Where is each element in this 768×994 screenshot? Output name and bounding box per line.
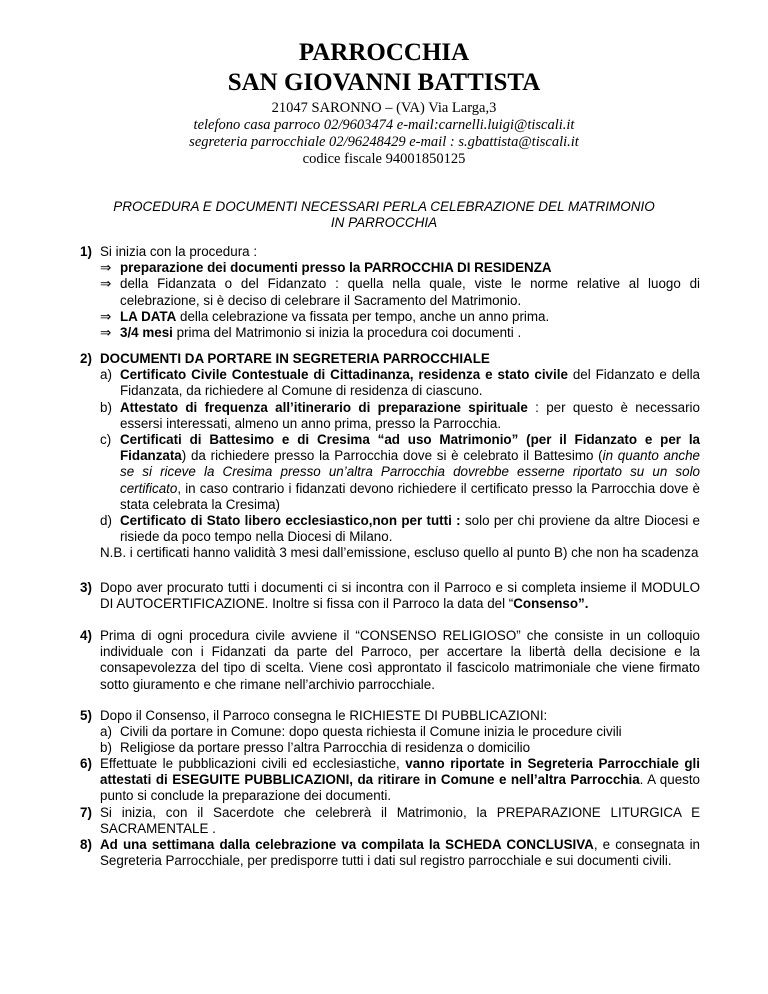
section-number: 6) [80, 756, 92, 771]
section-text-bold: Ad una settimana dalla celebrazione va compilata la SCHEDA CONCLUSIVA [100, 837, 594, 852]
arrow-item-bold: preparazione dei documenti presso la PARROCCHIA DI RESIDENZA [120, 260, 552, 276]
section-heading: DOCUMENTI DA PORTARE IN SEGRETERIA PARROCCHIALE [100, 351, 490, 366]
list-item-bold: Attestato di frequenza all’itinerario di preparazione spirituale [120, 399, 528, 415]
document-title-line1: PROCEDURA E DOCUMENTI NECESSARI PERLA CELEBRAZIONE DEL MATRIMONIO [113, 199, 655, 214]
section-text-bold: vanno riportate in Segreteria Parrocchiale gli attestati di ESEGUITE PUBBLICAZIONI, da ritirare in Comune e nell’altra Parrocchia [100, 756, 700, 788]
section-7 [80, 805, 700, 837]
section-text: Prima di ogni procedura civile avviene il “CONSENSO RELIGIOSO” che consiste in un colloquio individuale con i Fidanzati da parte del Parroco, per accertare la libertà della decisione e la consapevolezza del tipo di scelta. Viene così approntato il fascicolo matrimoniale che viene firmato sotto giuramento e che rimane nell’archivio parrocchiale. [100, 628, 700, 692]
list-item [100, 432, 700, 513]
arrow-icon: ⇒ [100, 276, 112, 292]
arrow-icon: ⇒ [100, 308, 112, 324]
section-number: 4) [80, 628, 92, 643]
list-item [100, 740, 700, 756]
list-marker: b) [100, 740, 112, 756]
parish-title: PARROCCHIA [298, 39, 470, 66]
section-3 [80, 580, 700, 612]
section-number: 1) [80, 244, 92, 259]
parish-address: 21047 SARONNO – (VA) Via Larga,3 [271, 100, 497, 116]
section-1 [80, 244, 700, 341]
list-marker: a) [100, 724, 112, 740]
list-item-bold: Certificato di Stato libero ecclesiastico,non per tutti : [120, 513, 461, 529]
section-text: Dopo aver procurato tutti i documenti ci si incontra con il Parroco e si completa insieme il MODULO DI AUTOCERTIFICAZIONE. Inoltre si fissa con il Parroco la data del “ [100, 580, 700, 612]
section-text: . A questo punto si conclude la preparazione dei documenti. [100, 772, 700, 804]
section-number: 5) [80, 708, 92, 723]
arrow-item-bold: LA DATA [120, 308, 177, 324]
section-number: 2) [80, 351, 92, 366]
list-item [100, 367, 700, 399]
parroco-contact: telefono casa parroco 02/9603474 e-mail:carnelli.luigi@tiscali.it [193, 117, 575, 133]
list-item-text: Religiose da portare presso l’altra Parrocchia di residenza o domicilio [120, 740, 531, 756]
nota-bene: N.B. i certificati hanno validità 3 mesi dall’emissione, escluso quello al punto B) che non ha scadenza [100, 545, 699, 561]
section-6 [80, 756, 700, 805]
arrow-item-text: della Fidanzata o del Fidanzato : quella nella quale, viste le norme relative al luogo di celebrazione, si è deciso di celebrare il Sacramento del Matrimonio. [120, 276, 700, 308]
arrow-item [100, 325, 700, 341]
section-4 [80, 628, 700, 693]
section-number: 3) [80, 580, 92, 595]
arrow-item-bold: 3/4 mesi [120, 325, 173, 341]
section-text: , e consegnata in Segreteria Parrocchiale, per predisporre tutti i dati sul registro parrocchiale e sui documenti civili. [100, 837, 700, 869]
list-item-text: Civili da portare in Comune: dopo questa richiesta il Comune inizia le procedure civili [120, 724, 622, 740]
section-text-bold: Consenso”. [513, 596, 589, 612]
section-text: Si inizia, con il Sacerdote che celebrerà il Matrimonio, la PREPARAZIONE LITURGICA E SACRAMENTALE . [100, 805, 700, 837]
list-item [100, 513, 700, 545]
list-marker: d) [100, 513, 112, 529]
list-item-bold: Certificati di Battesimo e di Cresima “ad uso Matrimonio” (per il Fidanzato e per la Fidanzata [120, 432, 700, 464]
list-item-text: ) da richiedere presso la Parrocchia dove si è celebrato il Battesimo ( [181, 448, 603, 464]
section-text: Dopo il Consenso, il Parroco consegna le RICHIESTE DI PUBBLICAZIONI: [100, 708, 548, 723]
section-text: Effettuate le pubblicazioni civili ed ecclesiastiche, [100, 756, 406, 771]
section-8 [80, 837, 700, 869]
list-item-bold: Certificato Civile Contestuale di Cittadinanza, residenza e stato civile [120, 367, 568, 383]
section-2 [80, 351, 700, 562]
section-number: 8) [80, 837, 92, 852]
section-intro: Si inizia con la procedura : [100, 244, 258, 259]
segreteria-contact: segreteria parrocchiale 02/96248429 e-mail : s.gbattista@tiscali.it [189, 134, 579, 150]
parish-name: SAN GIOVANNI BATTISTA [227, 69, 541, 96]
document-title [72, 199, 696, 231]
arrow-item [100, 309, 700, 325]
list-marker: a) [100, 367, 112, 383]
list-item-text: solo per chi proviene da altre Diocesi e risiede da poco tempo nella Diocesi di Milano. [120, 513, 701, 545]
section-5 [80, 708, 700, 757]
arrow-item-text: della celebrazione va fissata per tempo, anche un anno prima. [176, 308, 550, 324]
arrow-item [100, 276, 700, 308]
arrow-icon: ⇒ [100, 260, 112, 276]
list-item-text: , in caso contrario i fidanzati devono richiedere il certificato presso la Parrocchia dove è stata celebrata la Cresima) [120, 480, 700, 512]
list-item-text: del Fidanzato e della Fidanzata, da richiedere al Comune di residenza di ciascuno. [120, 367, 701, 399]
arrow-item [100, 260, 700, 276]
list-item-italic: in quanto anche se si riceve la Cresima presso un’altra Parrocchia dovrebbe esserne riportato su un solo certificato [120, 448, 700, 496]
list-item [100, 400, 700, 432]
codice-fiscale: codice fiscale 94001850125 [302, 151, 466, 167]
list-marker: b) [100, 399, 112, 415]
list-item-text: : per questo è necessario essersi interessati, almeno un anno prima, presso la Parrocchia. [120, 399, 700, 431]
list-marker: c) [100, 432, 112, 448]
list-item [100, 724, 700, 740]
arrow-icon: ⇒ [100, 325, 112, 341]
document-title-line2: IN PARROCCHIA [330, 215, 438, 230]
arrow-item-text: prima del Matrimonio si inizia la procedura coi documenti . [172, 325, 522, 341]
section-number: 7) [80, 805, 92, 820]
